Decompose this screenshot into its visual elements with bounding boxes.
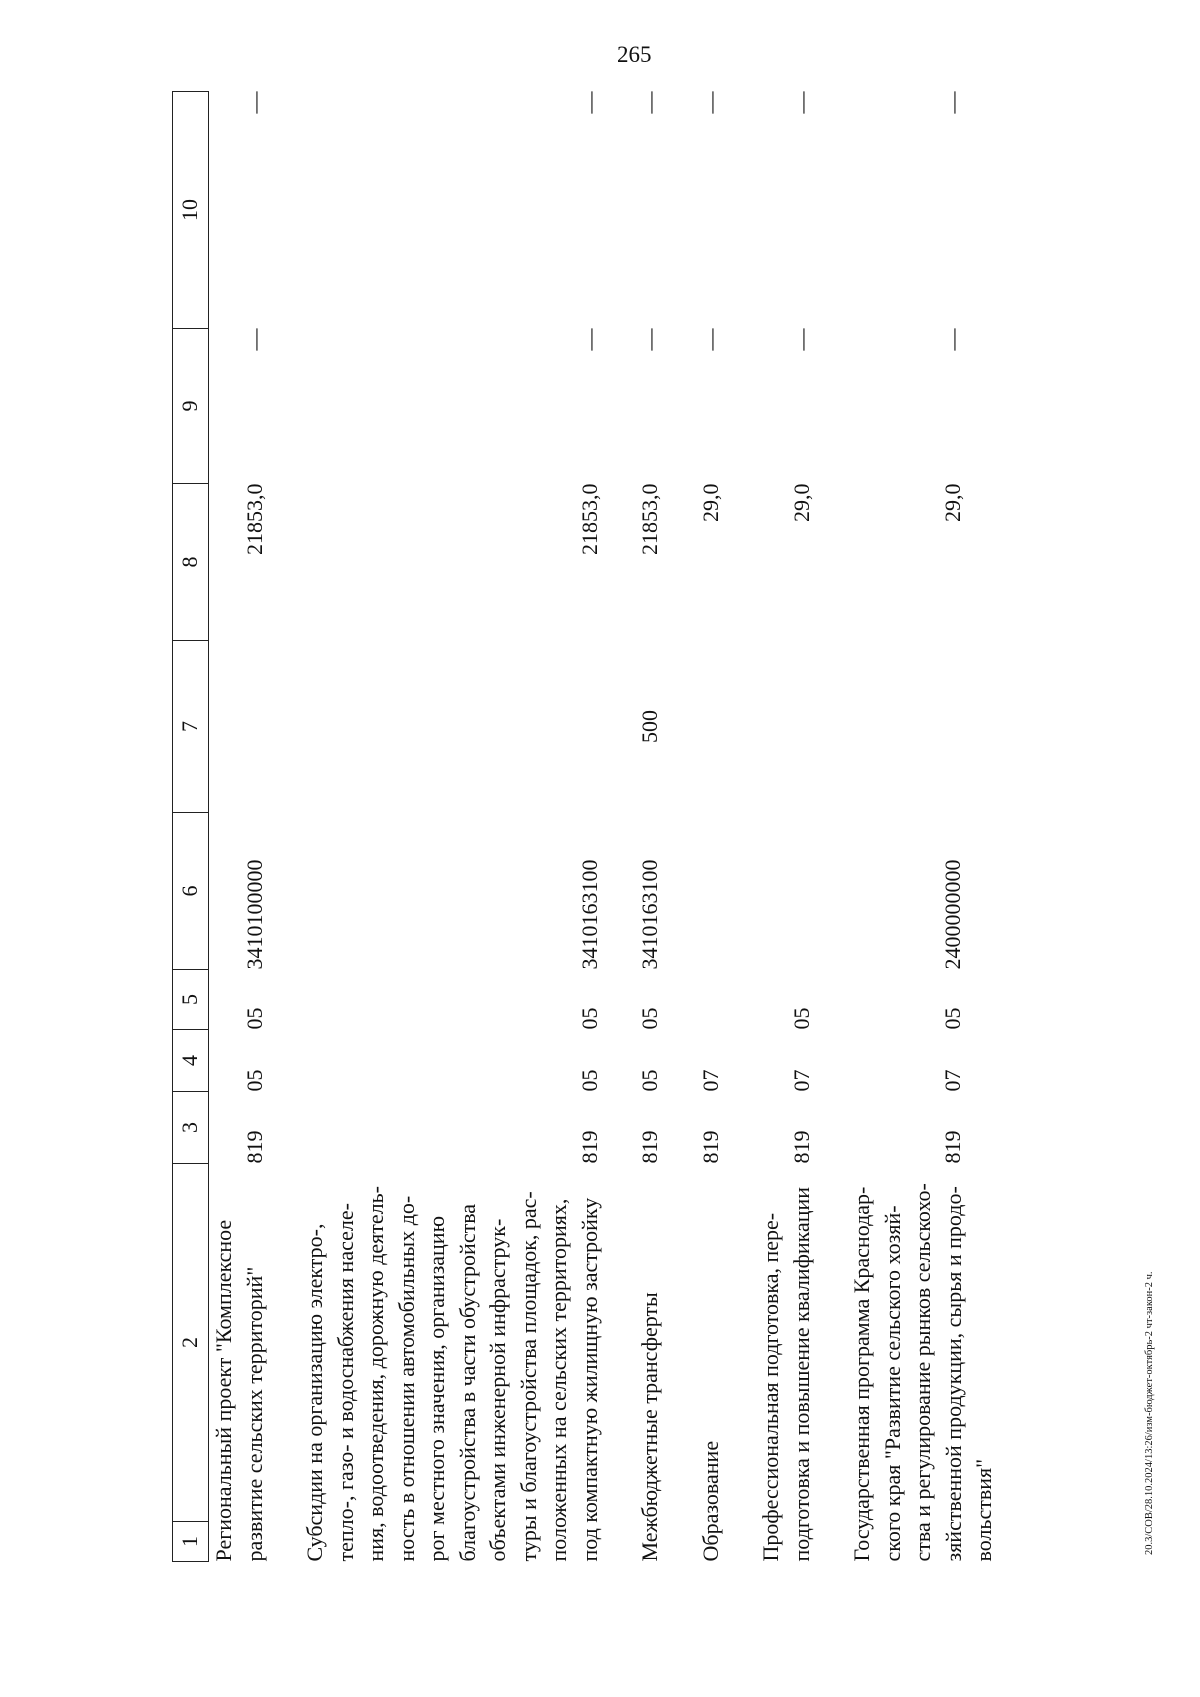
ministry-code: 819	[241, 1130, 267, 1164]
column-9-value: —	[241, 328, 267, 351]
expense-type-code	[847, 641, 1000, 813]
description-line: ния, водоотведения, дорожную деятель-	[363, 1186, 388, 1562]
column-header-6: 6	[173, 813, 209, 970]
table-header-row	[173, 92, 209, 1562]
target-article-code: 3410163100	[576, 859, 602, 970]
target-article-code	[756, 813, 817, 970]
table-row	[209, 92, 271, 1562]
table-row	[696, 92, 727, 1562]
expense-type-code	[300, 641, 605, 813]
target-article-code: 3410100000	[241, 859, 267, 970]
description-line: туры и благоустройства площадок, рас-	[515, 1191, 541, 1562]
ministry-code: 819	[940, 1130, 965, 1164]
row-description	[635, 1164, 666, 1562]
budget-table	[172, 91, 1000, 1562]
row-description	[696, 1164, 727, 1562]
row-spacer	[605, 92, 635, 1562]
ministry-code: 819	[637, 1130, 662, 1164]
column-9-value: —	[940, 328, 965, 351]
column-10-value: —	[940, 91, 965, 114]
description-line: тепло-, газо- и водоснабжения населе-	[332, 1203, 358, 1562]
description-line: Субсидии на организацию электро-,	[302, 1223, 327, 1562]
description-line: рог местного значения, организацию	[424, 1215, 449, 1562]
description-line: развитие сельских территорий"	[241, 1266, 267, 1562]
row-spacer	[726, 92, 756, 1562]
ministry-code: 819	[697, 1130, 723, 1164]
amount-value: 29,0	[788, 483, 814, 522]
column-header-7: 7	[173, 641, 209, 813]
column-header-8: 8	[173, 484, 209, 641]
column-10-value: —	[637, 91, 662, 114]
description-line: Государственная программа Краснодар-	[849, 1186, 874, 1562]
table-row	[847, 92, 1000, 1562]
row-description	[300, 1164, 605, 1562]
row-spacer	[666, 92, 696, 1562]
description-line: положенных на сельских территориях,	[546, 1198, 571, 1562]
description-line: ского края "Развитие сельского хозяй-	[879, 1205, 905, 1562]
amount-value: 29,0	[940, 483, 965, 522]
amount-value: 21853,0	[637, 483, 662, 555]
section-code: 05	[241, 1069, 267, 1092]
target-article-code: 3410163100	[637, 859, 662, 970]
subsection-code: 05	[241, 1007, 267, 1030]
column-header-3: 3	[173, 1092, 209, 1164]
expense-type-code	[209, 641, 271, 813]
row-description	[847, 1164, 1000, 1562]
section-code: 05	[637, 1069, 662, 1092]
rotated-page-content	[172, 92, 1180, 1562]
subsection-code: 05	[940, 1007, 965, 1030]
column-9-value: —	[576, 328, 602, 351]
column-header-1: 1	[173, 1522, 209, 1562]
document-footer-code: 20.3/СОВ/28.10.2024/13:26/изм-бюджет-октябрь-2 чт-закон-2 ч.	[1144, 1271, 1155, 1555]
ministry-code: 819	[788, 1130, 814, 1164]
subsection-code: 05	[788, 1007, 814, 1030]
expense-type-code	[756, 641, 817, 813]
description-line: Профессиональная подготовка, пере-	[758, 1212, 783, 1562]
row-spacer	[270, 92, 300, 1562]
description-line: Региональный проект "Комплексное	[211, 1219, 236, 1562]
column-10-value: —	[576, 91, 602, 114]
amount-value: 29,0	[697, 483, 723, 522]
section-code: 07	[697, 1069, 723, 1092]
table-row	[756, 92, 817, 1562]
table-row	[300, 92, 605, 1562]
amount-value: 21853,0	[241, 483, 267, 555]
row-description	[209, 1164, 271, 1562]
description-line: ность в отношении автомобильных до-	[393, 1195, 419, 1562]
target-article-code: 2400000000	[940, 859, 965, 970]
table-row	[635, 92, 666, 1562]
column-9-value: —	[637, 328, 662, 351]
description-line: Образование	[697, 1440, 723, 1562]
target-article-code	[696, 813, 727, 970]
column-10-value: —	[241, 91, 267, 114]
subsection-code: 05	[576, 1007, 602, 1030]
subsection-code	[696, 970, 727, 1030]
description-line: под компактную жилищную застройку	[576, 1197, 602, 1562]
column-10-value: —	[788, 91, 814, 114]
ministry-code: 819	[576, 1130, 602, 1164]
section-code: 07	[940, 1069, 965, 1092]
column-9-value: —	[697, 328, 723, 351]
subsection-code: 05	[637, 1007, 662, 1030]
section-code: 07	[788, 1069, 814, 1092]
description-line: Межбюджетные трансферты	[637, 1292, 662, 1562]
column-header-4: 4	[173, 1030, 209, 1092]
description-line: ства и регулирование рынков сельскохо-	[910, 1183, 935, 1562]
description-line: зяйственной продукции, сырья и продо-	[940, 1186, 966, 1562]
description-line: объектами инженерной инфраструк-	[485, 1218, 510, 1562]
row-description	[756, 1164, 817, 1562]
page-number: 265	[617, 42, 652, 67]
column-9-value: —	[788, 328, 814, 351]
amount-value: 21853,0	[576, 483, 602, 555]
column-header-9: 9	[173, 329, 209, 484]
expense-type-code: 500	[637, 710, 662, 743]
section-code: 05	[576, 1069, 602, 1092]
expense-type-code	[696, 641, 727, 813]
description-line: подготовка и повышение квалификации	[788, 1186, 814, 1562]
column-10-value: —	[697, 91, 723, 114]
description-line: вольствия"	[971, 1458, 996, 1562]
column-header-2: 2	[173, 1164, 209, 1522]
column-header-10: 10	[173, 92, 209, 329]
row-spacer	[817, 92, 847, 1562]
column-header-5: 5	[173, 970, 209, 1030]
description-line: благоустройства в части обустройства	[454, 1203, 480, 1562]
